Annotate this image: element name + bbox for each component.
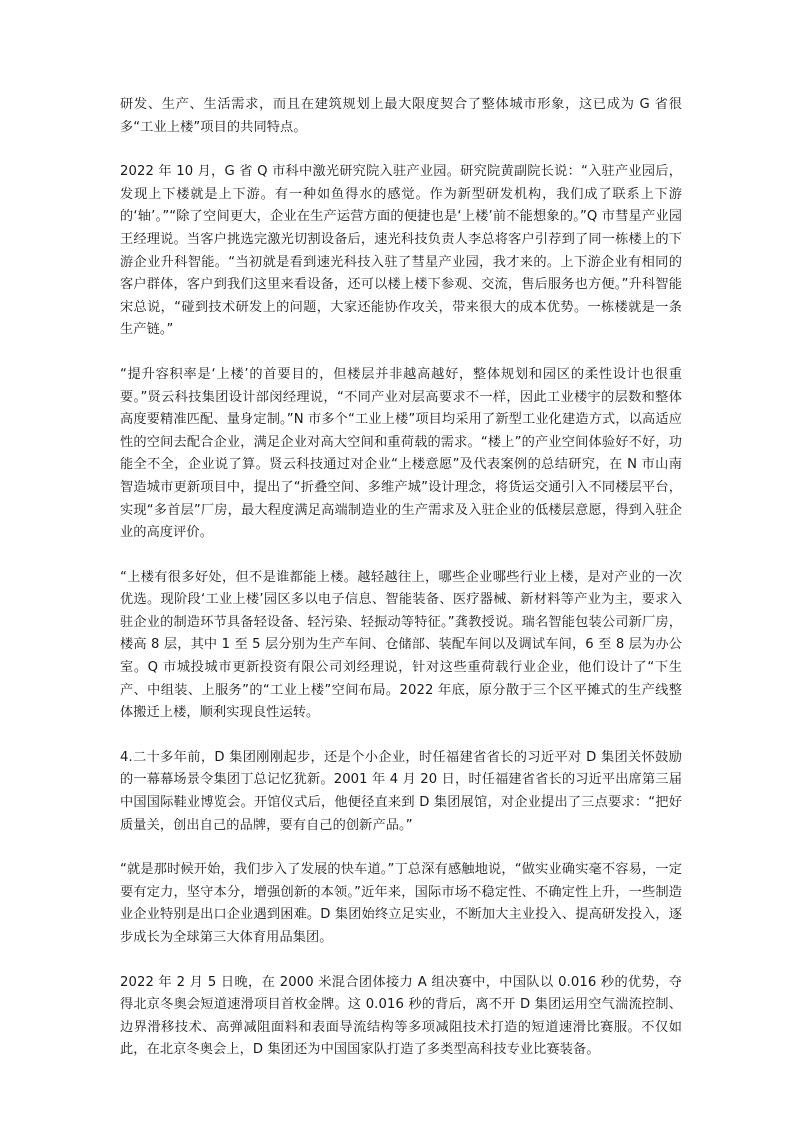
paragraph-7: 2022 年 2 月 5 日晚，在 2000 米混合团体接力 A 组决赛中，中国队以 0.016 秒的优势，夺得北京冬奥会短道速滑项目首枚金牌。这 0.016 秒的背后，离不开 D 集团运用空气湍流控制、边界滑移技术、高弹减阻面料和表面导流结构等多项减阻技术打造的短道速滑比赛服。不仅如此，在北京冬奥会上，D 集团还为中国国家队打造了多类型高科技专业比赛装备。 [120,974,682,1058]
paragraph-6: “就是那时候开始，我们步入了发展的快车道。”丁总深有感触地说，“做实业确实毫不容易，一定要有定力，坚守本分，增强创新的本领。”近年来，国际市场不稳定性、不确定性上升，一些制造业企业特别是出口企业遇到困难。D 集团始终立足实业，不断加大主业投入、提高研发投入，逐步成长为全球第三大体育用品集团。 [120,862,682,945]
paragraph-1: 研发、生产、生活需求，而且在建筑规划上最大限度契合了整体城市形象，这已成为 G 省很多“工业上楼”项目的共同特点。 [120,97,682,135]
paragraph-3: “提升容积率是‘上楼’的首要目的，但楼层并非越高越好，整体规划和园区的柔性设计也很重要。”贤云科技集团设计部闵经理说，“不同产业对层高要求不一样，因此工业楼宇的层数和整体高度要精准匹配、量身定制。”N 市多个“工业上楼”项目均采用了新型工业化建造方式，以高适应性的空间去配合企业，满足企业对高大空间和重荷载的需求。“楼上”的产业空间体验好不好，功能全不全，企业说了算。贤云科技通过对企业“上楼意愿”及代表案例的总结研究，在 N 市山南智造城市更新项目中，提出了“折叠空间、多维产城”设计理念，将货运交通引入不同楼层平台，实现“多首层”厂房，最大程度满足高端制造业的生产需求及入驻企业的低楼层意愿，得到入驻企业的高度评价。 [120,366,682,541]
paragraph-5: 4.二十多年前，D 集团刚刚起步，还是个小企业，时任福建省省长的习近平对 D 集团关怀鼓励的一幕幕场景令集团丁总记忆犹新。2001 年 4 月 20 日，时任福建省省长的习近平出席第三届中国国际鞋业博览会。开馆仪式后，他便径直来到 D 集团展馆，对企业提出了三点要求：“把好质量关，创出自己的品牌，要有自己的创新产品。” [120,749,682,833]
document-body [120,94,682,1084]
paragraph-2: 2022 年 10 月，G 省 Q 市科中激光研究院入驻产业园。研究院黄副院长说：“入驻产业园后，发现上下楼就是上下游。有一种如鱼得水的感觉。作为新型研发机构，我们成了联系上下游的‘轴’。”“除了空间更大，企业在生产运营方面的便捷也是‘上楼’前不能想象的。”Q 市彗星产业园王经理说。当客户挑选完激光切割设备后，速光科技负责人李总将客户引荐到了同一栋楼上的下游企业升科智能。“当初就是看到速光科技入驻了彗星产业园，我才来的。上下游企业有相同的客户群体，客户到我们这里来看设备，还可以楼上楼下参观、交流，售后服务也方便。”升科智能宋总说，“碰到技术研发上的问题，大家还能协作攻关，带来很大的成本优势。一栋楼就是一条生产链。” [120,164,682,338]
paragraph-4: “上楼有很多好处，但不是谁都能上楼。越轻越往上，哪些企业哪些行业上楼，是对产业的一次优选。现阶段‘工业上楼’园区多以电子信息、智能装备、医疗器械、新材料等产业为主，要求入驻企业的制造环节具备轻设备、轻污染、轻振动等特征。”龚教授说。瑞名智能包装公司新厂房，楼高 8 层，其中 1 至 5 层分别为生产车间、仓储部、装配车间以及调试车间，6 至 8 层为办公室。Q 市城投城市更新投资有限公司刘经理说，针对这些重荷载行业企业，他们设计了“下生产、中组装、上服务”的“工业上楼”空间布局。2022 年底，原分散于三个区平摊式的生产线整体搬迁上楼，顺利实现良性运转。 [120,569,682,721]
